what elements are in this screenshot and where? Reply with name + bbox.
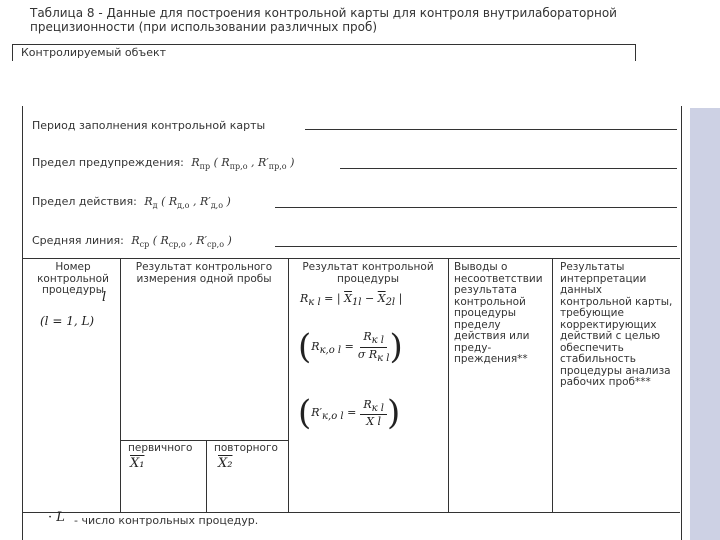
subcol-divider <box>206 440 207 512</box>
subcol-primary-symbol: X₁ <box>130 456 145 471</box>
action-limit-formula: $R_д$ ( $R_{д,о}$ , $R'_{д,о}$ ) <box>144 195 231 211</box>
warning-limit-formula: $R_{пр}$ ( $R_{пр,о}$ , $R'_{пр,о}$ ) <box>191 156 295 172</box>
formula-rko-prime: ($R'_{к,о l}$ = $\frac{R_{к l}}{\overline{X} l}$ ) <box>298 393 401 433</box>
subcol-repeat-symbol: X₂ <box>218 456 233 471</box>
controlled-object-label: Контролируемый объект <box>21 46 167 59</box>
col-header-number: Номер контрольной процедуры <box>37 261 109 296</box>
period-fill-line <box>305 129 677 130</box>
col-header-conclusions: Выводы о несоответствии результата контрольной процедуры пределу действия или преду-преждения** <box>454 261 543 365</box>
center-line-row <box>32 234 232 249</box>
scroll-sidebar <box>690 108 720 540</box>
subcol-repeat-label: повторного <box>214 442 278 454</box>
period-label: Период заполнения контрольной карты <box>32 119 266 132</box>
controlled-object-box <box>12 44 636 61</box>
col-divider-2 <box>288 258 289 512</box>
col-header-measurement: Результат контрольного измерения одной пробы <box>135 261 273 285</box>
action-limit-row <box>32 195 231 210</box>
subcol-top-border <box>120 440 288 441</box>
footnote-symbol: · L <box>48 510 65 525</box>
footnote-text: - число контрольных процедур. <box>74 514 259 527</box>
index-letter-l: l <box>102 290 107 305</box>
center-line-formula: $R_{ср}$ ( $R_{ср,о}$ , $R'_{ср,о}$ ) <box>131 234 232 250</box>
formula-rk: $R_{к l}$ = | $\overline{X}_{1l} - \overline{X}_{2l}$ | <box>300 292 403 309</box>
action-limit-label: Предел действия: <box>32 195 137 208</box>
center-line-label: Средняя линия: <box>32 234 124 247</box>
col-divider-3 <box>448 258 449 512</box>
warning-limit-label: Предел предупреждения: <box>32 156 184 169</box>
warning-fill-line <box>340 168 677 169</box>
col-divider-4 <box>552 258 553 512</box>
action-fill-line <box>275 207 677 208</box>
subcol-primary-label: первичного <box>128 442 193 454</box>
table-bottom-border <box>22 512 680 513</box>
col-header-interpretation: Результаты интерпретации данных контрольной карты, требующие корректирующих действий с целью обеспечить стабильность процедуры анализа рабочих проб*** <box>560 261 673 388</box>
col-divider-1 <box>120 258 121 512</box>
col-header-procedure-result: Результат контрольной процедуры <box>302 261 434 285</box>
table-caption: Таблица 8 - Данные для построения контрольной карты для контроля внутрилабораторной прецизионности (при использовании различных проб) <box>30 6 617 34</box>
warning-limit-row <box>32 156 294 171</box>
index-range-formula: (l = 1, L) <box>40 314 95 328</box>
center-fill-line <box>275 246 677 247</box>
formula-rko: ($R_{к,о l}$ = $\frac{R_{к l}}{\sigma R_{к l}}$ ) <box>298 327 403 367</box>
